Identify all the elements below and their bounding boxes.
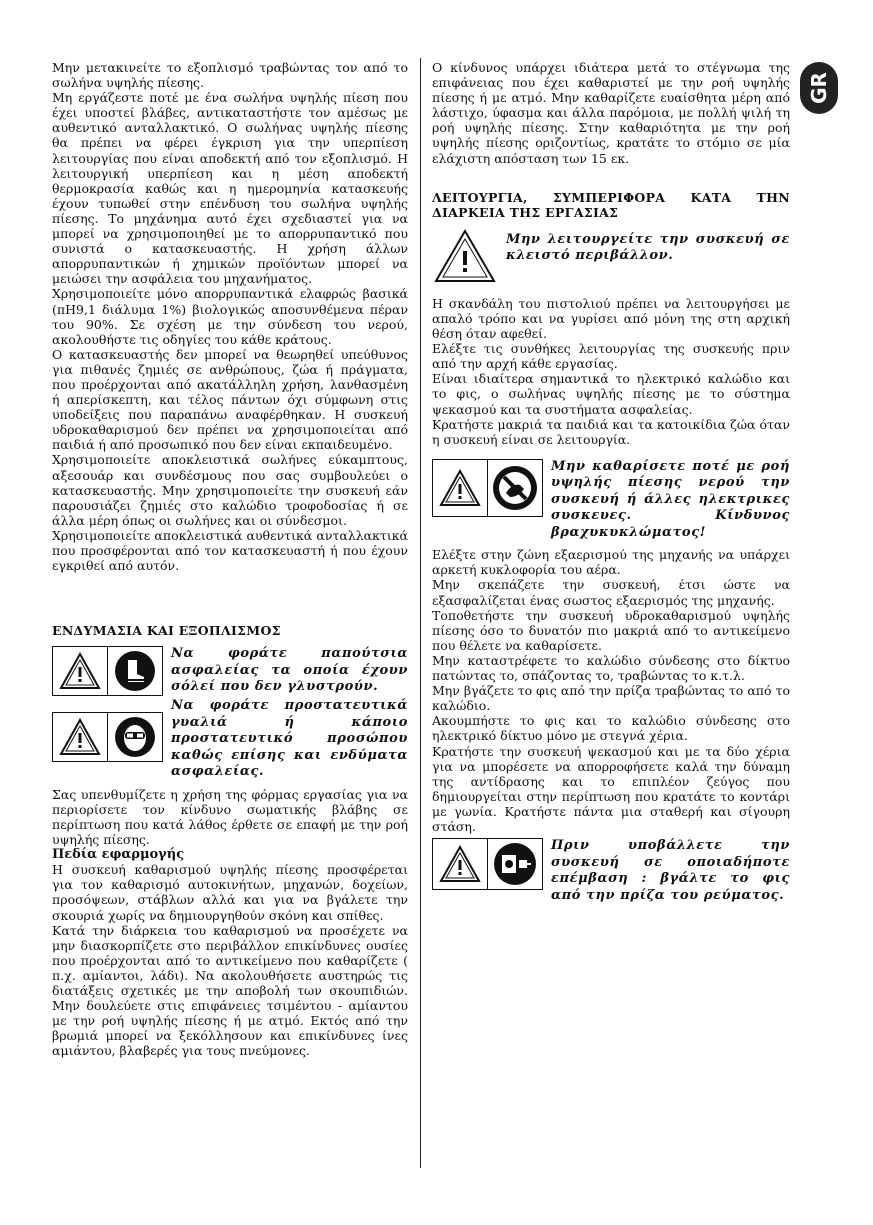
warning-triangle-icon [433, 460, 487, 516]
column-divider [420, 58, 421, 1168]
warning-icon-group [52, 712, 163, 762]
warning-triangle-icon [433, 839, 487, 889]
subheading-application-fields: Πεδία εφαρμογής [52, 847, 185, 863]
paragraph: Χρησιμοποιείτε αποκλειστικά σωλήνες εύκαμπτους, αξεσουάρ και συνδέσμους που σας συμβουλεύει ο κατασκευαστής. Μην χρησιμοποιείτε την συσκευή εάν παρουσιάζει ζημιές στο καλώδιο τροφοδοσίας ή σε άλλα μέρη όπως οι σωλήνες και οι σύνδεσμοι. [52, 452, 408, 528]
paragraph: Μην καταστρέφετε το καλώδιο σύνδεσης στο δίκτυο πατώντας το, σπάζοντας το, τραβώντας το κ.τ.λ. [432, 652, 790, 684]
paragraph: Κατά την διάρκεια του καθαρισμού να προσέχετε να μην διασκορπίζετε στο περιβάλλον επικίνδυνες ουσίες που προέρχονται από το αντικείμενο που καθαρίζετε ( π.χ. αμίαντοι, λάδι). Να ακολουθήσετε αυστηρώς τις διατάξεις σχετικές με την αποβολή των σκουπιδιών. Μην δουλεύετε στις επιφάνειες τσιμέντου - αμίαντου με την ροή υψηλής πίεσης ή με ατμό. Εκτός από την βρωμιά μπορεί να ξεκόλλησουν και επικίνδυνες ίνες αμιάντου, βλαβερές για τους πνεύμονες. [52, 922, 408, 1059]
paragraph: Χρησιμοποιείτε αποκλειστικά αυθεντικά ανταλλακτικά που προσφέρονται από τον κατασκευαστή ή που έχουν εγκριθεί από αυτόν. [52, 527, 408, 574]
paragraph: Μην μετακινείτε το εξοπλισμό τραβώντας τον από το σωλήνα υψηλής πίεσης. [52, 60, 408, 91]
paragraph: Ο κίνδυνος υπάρχει ιδιάτερα μετά το στέγνωμα της επιφάνειας που έχει καθαριστεί με την ροή υψηλής πίεσης ή με ατμό. Μην καθαρίζετε ευαίσθητα μέρη από λάστιχο, ύφασμα και άλλα παρόμοια, με πολλή ψιλή τη ροή υψηλής πίεσης. Στην καθαριότητα με την ροή υψηλής πίεσης οριζοντίως, κρατάτε το στόμιο σε μία ελάχιστη απόσταση των 15 εκ. [432, 60, 790, 166]
warning-triangle-icon [432, 228, 498, 284]
warning-block-goggles [52, 698, 408, 781]
warning-text: Να φοράτε προστατευτικά γυαλιά ή κάποιο προστατευτικό προσώπου καθώς επίσης και ενδύματα ασφαλείας. [171, 698, 408, 780]
paragraph: Μη εργάζεστε ποτέ με ένα σωλήνα υψηλής πίεση που έχει υποστεί βλάβες, αντικαταστήστε τον αμέσως με αυθεντικό ανταλλακτικό. Ο σωλήνας υψηλής πίεσης θα πρέπει να φέρει έγκριση για την υπερπίεση λειτουργίας που είναι αποδεκτή από τον εξοπλισμό. Η λειτουργική υπερπίεση και η μέση αποδεκτή θερμοκρασία καθώς και η ημερομηνία κατασκευής έχουν τυπωθεί στην επένδυση του σωλήνα υψηλής πίεσης. Το μηχάνημα αυτό έχει σχεδιαστεί για να μπορεί να χρησιμοποιηθεί με το απορρυπαντικό που συνιστά ο κατασκευαστής. Η χρήση άλλων απορρυπαντικών ή χημικών προϊόντων μπορεί να μειώσει την ασφάλεια του μηχανήματος. [52, 90, 408, 287]
section-heading-operation: ΛΕΙΤΟΥΡΓΙΑ, ΣΥΜΠΕΡΙΦΟΡΑ ΚΑΤΑ ΤΗΝ ΔΙΑΡΚΕΙΑ ΤΗΣ ΕΡΓΑΣΙΑΣ [432, 189, 790, 220]
paragraph: Ελέξτε στην ζώνη εξαερισμού της μηχανής να υπάρχει αρκετή κυκλοφορία του αέρα. [432, 547, 790, 578]
warning-icon-group [432, 459, 543, 517]
warning-text: Μην λειτουργείτε την συσκευή σε κλειστό περιβάλλον. [506, 231, 790, 264]
section-heading-clothing: ΕΝΔΥΜΑΣΙΑ ΚΑΙ ΕΞΟΠΛΙΣΜΟΣ [52, 623, 281, 639]
no-water-jet-icon [487, 460, 542, 516]
warning-text: Πριν υποβάλλετε την συσκευή σε οποιαδήποτε επέμβαση : βγάλτε το φις από την πρίζα του ρεύματος. [551, 838, 790, 903]
warning-block-closed-space [432, 228, 790, 284]
paragraph: Ακουμπήστε το φις και το καλώδιο σύνδεσης στο ηλεκτρικό δίκτυο μόνο με στεγνά χέρια. [432, 713, 790, 744]
safety-boots-icon [107, 647, 162, 695]
warning-block-shoes [52, 646, 408, 696]
right-column [432, 60, 790, 904]
warning-text: Μην καθαρίσετε ποτέ με ροή υψηλής πίεσης νερού την συσκευή ή άλλες ηλεκτρικες συσκευες. Κίνδυνος βραχυκυκλώματος! [551, 458, 790, 540]
paragraph: Μην βγάζετε το φις από την πρίζα τραβώντας το από το καλώδιο. [432, 683, 790, 714]
left-column [52, 60, 408, 1058]
paragraph: Κρατήστε μακριά τα παιδιά και τα κατοικίδια ζώα όταν η συσκευή είναι σε λειτουργία. [432, 416, 790, 447]
language-badge: GR [800, 62, 838, 114]
paragraph: Μην σκεπάζετε την συσκευή, έτσι ώστε να εξασφαλίζεται ένας σωστος εξαερισμός της μηχανής. [432, 577, 790, 608]
warning-triangle-icon [53, 713, 107, 761]
warning-text: Να φοράτε παπούτσια ασφαλείας τα οποία έχουν σόλεί που δεν γλυστρούν. [171, 646, 408, 695]
warning-triangle-icon [53, 647, 107, 695]
warning-block-electric [432, 459, 790, 542]
paragraph: Είναι ιδιαίτερα σημαντικά το ηλεκτρικό καλώδιο και το φις, ο σωλήνας υψηλής πίεσης με το σύστημα ψεκασμού και τα συστήματα ασφαλείας. [432, 371, 790, 417]
warning-icon-group [432, 838, 543, 890]
paragraph: Κρατήστε την συσκευή ψεκασμού και με τα δύο χέρια για να μπορέσετε να απορροφήσετε καλά την δύναμη της αντίδρασης και το επιπλέον ζεύγος που δημιουργείται στην περίπτωση που κρατάτε το κοντάρι με γωνία. Κρατήστε πάντα μια σταθερή και σίγουρη στάση. [432, 743, 790, 834]
paragraph: Η συσκευή καθαρισμού υψηλής πίεσης προσφέρεται για τον καθαρισμό αυτοκινήτων, μηχανών, δοχείων, προσόψεων, στάβλων αλλά και για να βγάλετε την σκουριά χωρίς να δημιουργηθούν σκόνη και σπίθες. [52, 862, 408, 923]
paragraph: Χρησιμοποιείτε μόνο απορρυπαντικά ελαφρώς βασικά (πΗ9,1 διάλυμα 1%) βιολογικώς αποσυνθέμενα πέραν του 90%. Σε σχέση με την σύνδεση του νερού, ακολουθήστε τις οδηγίες του κάθε κράτους. [52, 286, 408, 347]
paragraph: Ο κατασκευαστής δεν μπορεί να θεωρηθεί υπεύθυνος για πιθανές ζημιές σε ανθρώπους, ζώα ή πράγματα, που προέρχονται από ακατάλληλη χρήση, λανθασμένη ή απερίσκεπτη, και τέλος πάντων όχι σύμφωνη στις υποδείξεις που παραπάνω αναφέρθηκαν. Η συσκευή υδροκαθαρισμού δεν πρέπει να χρησιμοποιείται από παιδιά ή από προσωπικό που δεν είναι εκπαιδευμένο. [52, 346, 408, 453]
warning-icon-group [432, 228, 498, 284]
paragraph: Σας υπενθυμίζετε η χρήση της φόρμας εργασίας για να περιορίσετε τον κίνδυνο σωματικής βλάβης σε περίπτωση που κατά λάθος έρθετε σε επαφή με την ροή υψηλής πίεσης. [52, 786, 408, 848]
paragraph: Η σκανδάλη του πιστολιού πρέπει να λειτουργήσει με απαλό τρόπο και να γυρίσει από μόνη της στη αρχική θέση όταν αφεθεί. [432, 295, 790, 342]
warning-block-unplug [432, 838, 790, 904]
paragraph: Τοποθετήστε την συσκευή υδροκαθαρισμού υψηλής πίεσης όσο το δυνατόν πιο μακριά από το αντικείμενο που θέλετε να καθαρίσετε. [432, 607, 790, 653]
unplug-icon [487, 839, 542, 889]
warning-icon-group [52, 646, 163, 696]
paragraph: Ελέξτε τις συνθήκες λειτουργίας της συσκευής πριν από την αρχή κάθε εργασίας. [432, 341, 790, 372]
face-shield-icon [107, 713, 162, 761]
